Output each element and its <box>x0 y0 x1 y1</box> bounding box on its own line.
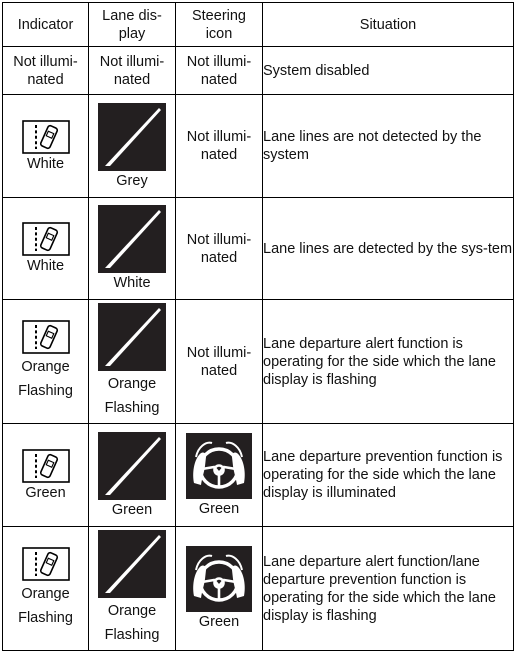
lane-line-display-icon <box>98 303 166 371</box>
steering-text-line2: nated <box>200 71 238 88</box>
lane-label-line2: Flashing <box>104 400 160 416</box>
situation-cell: Lane lines are detected by the sys-tem <box>263 198 514 300</box>
lane-label: White <box>113 275 151 291</box>
indicator-label-line2: Flashing <box>18 610 73 626</box>
header-indicator: Indicator <box>3 3 89 47</box>
steering-text-line1: Not illumi- <box>186 344 252 361</box>
header-lane-display <box>89 3 176 47</box>
lane-display-cell <box>89 300 176 424</box>
header-situation: Situation <box>263 3 514 47</box>
lane-label: Grey <box>116 172 148 189</box>
situation-cell: Lane lines are not detected by the system <box>263 95 514 198</box>
lane-text-line1: Not illumi- <box>99 53 165 70</box>
table-row <box>3 424 514 527</box>
table-row <box>3 47 514 95</box>
steering-text-line1: Not illumi- <box>186 53 252 70</box>
header-lane-display-line2: play <box>118 25 146 42</box>
indicator-cell <box>3 198 89 300</box>
table-row <box>3 198 514 300</box>
indicator-label-line1: Orange <box>21 586 70 602</box>
situation-cell: Lane departure prevention function is operating for the side which the lane display is illuminated <box>263 424 514 527</box>
steering-cell <box>176 424 263 527</box>
lane-line-display-icon <box>98 103 166 171</box>
indicator-cell <box>3 424 89 527</box>
steering-cell <box>176 300 263 424</box>
lane-line-display-icon <box>98 432 166 500</box>
table-row <box>3 527 514 651</box>
indicator-label: White <box>26 155 65 172</box>
indicator-label-line1: Orange <box>21 359 70 375</box>
indicator-text-line1: Not illumi- <box>13 53 78 70</box>
lane-indicator-icon <box>22 320 70 354</box>
situation-cell: System disabled <box>263 47 514 95</box>
lane-display-cell <box>89 527 176 651</box>
table-row <box>3 300 514 424</box>
header-lane-display-line1: Lane dis- <box>102 7 162 24</box>
header-steering-icon-line1: Steering <box>191 7 246 24</box>
lane-label: Green <box>111 501 153 518</box>
header-steering-icon <box>176 3 263 47</box>
lane-line-display-icon <box>98 205 166 273</box>
hands-on-steering-wheel-icon <box>186 433 252 499</box>
lane-label-line2: Flashing <box>104 627 160 643</box>
situation-cell: Lane departure alert function/lane departure prevention function is operating for the side which the lane display is flashing <box>263 527 514 651</box>
indicator-text-line2: nated <box>27 71 64 88</box>
indicator-label-line2: Flashing <box>18 383 73 399</box>
lane-display-cell <box>89 47 176 95</box>
indicator-cell <box>3 47 89 95</box>
steering-text-line1: Not illumi- <box>186 231 252 248</box>
lane-indicator-icon <box>22 449 70 483</box>
lane-label-line1: Orange <box>107 603 157 619</box>
lane-line-display-icon <box>98 530 166 598</box>
indicator-cell <box>3 527 89 651</box>
steering-text-line2: nated <box>200 147 238 163</box>
lane-indicator-icon <box>22 120 70 154</box>
steering-text-line1: Not illumi- <box>186 129 252 145</box>
indicator-label: Green <box>25 484 66 501</box>
lane-indicator-icon <box>22 547 70 581</box>
header-row <box>3 3 514 47</box>
hands-on-steering-wheel-icon <box>186 546 252 612</box>
steering-text-line2: nated <box>200 249 238 266</box>
steering-cell <box>176 95 263 198</box>
lane-text-line2: nated <box>113 71 151 88</box>
steering-label: Green <box>198 500 240 517</box>
steering-cell <box>176 198 263 300</box>
header-steering-icon-line2: icon <box>205 25 233 42</box>
lane-assist-status-table <box>2 2 514 651</box>
steering-cell <box>176 527 263 651</box>
indicator-cell <box>3 95 89 198</box>
indicator-cell <box>3 300 89 424</box>
steering-label: Green <box>198 614 240 630</box>
indicator-label: White <box>26 258 65 274</box>
lane-label-line1: Orange <box>107 376 157 392</box>
steering-text-line2: nated <box>200 362 238 379</box>
lane-indicator-icon <box>22 222 70 256</box>
lane-display-cell <box>89 198 176 300</box>
table-row <box>3 95 514 198</box>
steering-cell <box>176 47 263 95</box>
situation-cell: Lane departure alert function is operating for the side which the lane display is flashing <box>263 300 514 424</box>
lane-display-cell <box>89 95 176 198</box>
lane-display-cell <box>89 424 176 527</box>
